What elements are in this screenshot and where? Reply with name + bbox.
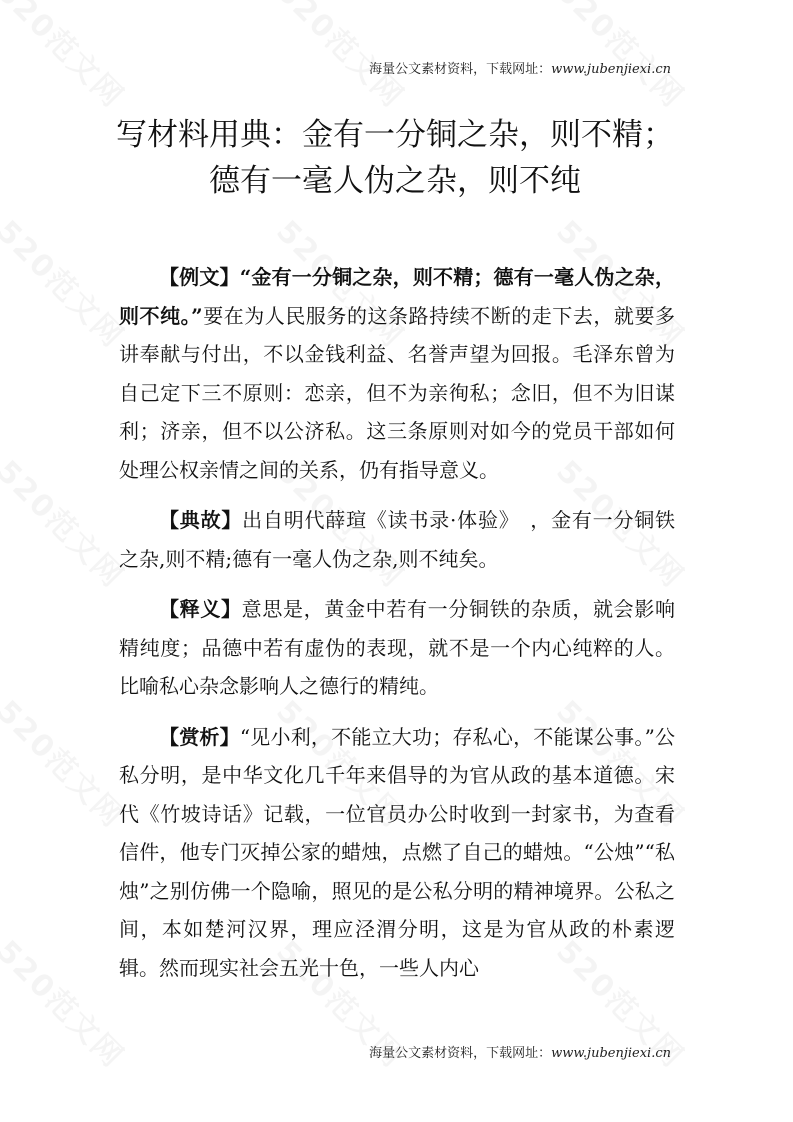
paragraph-interpretation	[119, 590, 675, 706]
footer-url: www.jubenjiexi.cn	[551, 1046, 671, 1061]
watermark	[0, 0, 136, 116]
interpretation-text: 意思是，黄金中若有一分铜铁的杂质，就会影响精纯度；品德中若有虚伪的表现，就不是一个内心纯粹的人。比喻私心杂念影响人之德行的精纯。	[119, 597, 676, 698]
watermark	[0, 448, 136, 596]
example-quote: “金有一分铜之杂，则不精；德有一毫人伪之杂，则不纯。”	[119, 265, 675, 328]
label-appreciation: 【赏析】	[159, 724, 240, 749]
document-title: 写材料用典：金有一分铜之杂，则不精；德有一毫人伪之杂，则不纯	[116, 117, 674, 199]
appreciation-text: “见小利，不能立大功；存私心，不能谋公事。”公私分明，是中华文化几千年来倡导的为官从政的基本道德。宋代《竹坡诗话》记载，一位官员办公时收到一封家书，为查看信件，他专门灭掉公家的蜡烛，点燃了自己的蜡烛。“公烛”“私烛”之别仿佛一个隐喻，照见的是公私分明的精神境界。公私之间，本如楚河汉界，理应泾渭分明，这是为官从政的朴素逻辑。然而现实社会五光十色，一些人内心	[119, 724, 676, 980]
watermark	[0, 208, 136, 356]
paragraph-example	[119, 258, 675, 489]
page-header	[369, 58, 671, 77]
header-url: www.jubenjiexi.cn	[551, 62, 671, 77]
watermark	[0, 688, 136, 836]
watermark	[0, 928, 136, 1076]
label-allusion: 【典故】	[159, 508, 243, 532]
label-interpretation: 【释义】	[159, 597, 242, 621]
label-example: 【例文】	[159, 265, 240, 289]
example-text: 要在为人民服务的这条路持续不断的走下去，就要多讲奉献与付出，不以金钱利益、名誉声望为回报。毛泽东曾为自己定下三不原则：恋亲，但不为亲徇私；念旧，但不为旧谋利；济亲，但不以公济私。这三条原则对如今的党员干部如何处理公权亲情之间的关系，仍有指导意义。	[119, 303, 675, 482]
document-body	[119, 258, 675, 999]
page-footer	[369, 1042, 671, 1061]
paragraph-appreciation	[119, 718, 675, 988]
paragraph-allusion	[119, 501, 675, 578]
allusion-text: 出自明代薛瑄《读书录·体验》 ，金有一分铜铁之杂,则不精;德有一毫人伪之杂,则不纯矣。	[119, 508, 676, 571]
header-text: 海量公文素材资料，下载网址：	[369, 62, 552, 77]
footer-text: 海量公文素材资料，下载网址：	[369, 1046, 552, 1061]
